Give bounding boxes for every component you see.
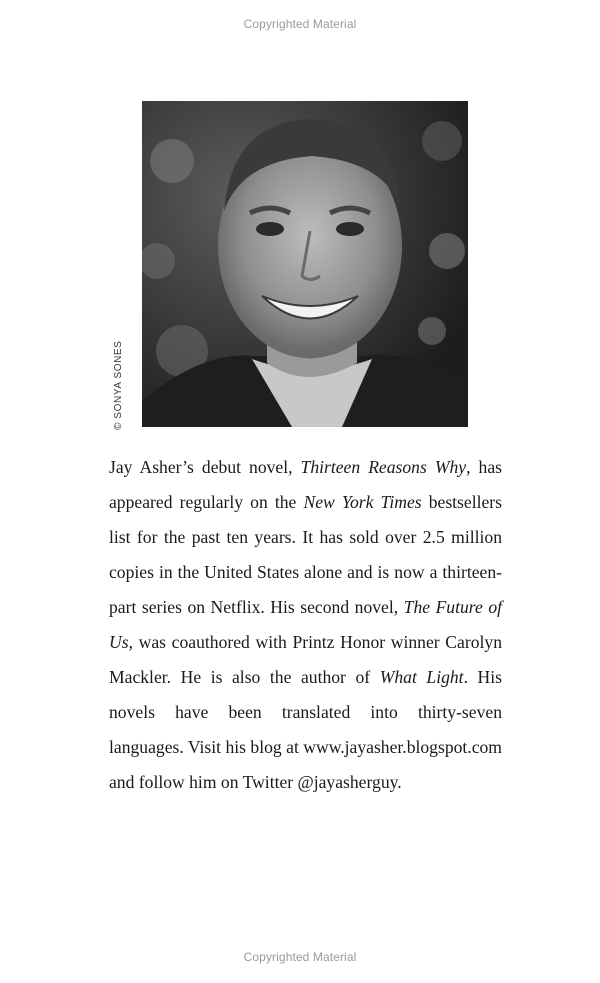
bio-text-4: , was coauthored with Printz Honor winner Carolyn Mackler. He is also the author of	[109, 632, 502, 687]
bio-text-3: bestsellers list for the past ten years. It has sold over 2.5 million copies in the United States alone and is now a thirteen-part series on Netflix. His second novel,	[109, 492, 503, 617]
author-bio	[109, 450, 502, 800]
bio-text-5: . His novels have been translated into thirty-seven languages. Visit his blog at www.jayasher.blogspot.com and follow him on Twitter @jayasherguy.	[109, 667, 502, 792]
author-photo	[142, 101, 468, 427]
book-title-what-light: What Light	[379, 667, 464, 687]
publication-title-new-york-times: New York Times	[303, 492, 422, 512]
book-title-thirteen-reasons-why: Thirteen Reasons Why	[300, 457, 467, 477]
copyright-watermark-bottom: Copyrighted Material	[243, 950, 357, 964]
bio-text-1: Jay Asher’s debut novel,	[109, 457, 301, 477]
copyright-watermark-top: Copyrighted Material	[243, 17, 357, 31]
photo-credit-label: © SONYA SONES	[113, 340, 124, 430]
book-title-the-future-of-us: The Future of Us	[109, 597, 502, 652]
bio-text-2: , has appeared regularly on the	[109, 457, 502, 512]
